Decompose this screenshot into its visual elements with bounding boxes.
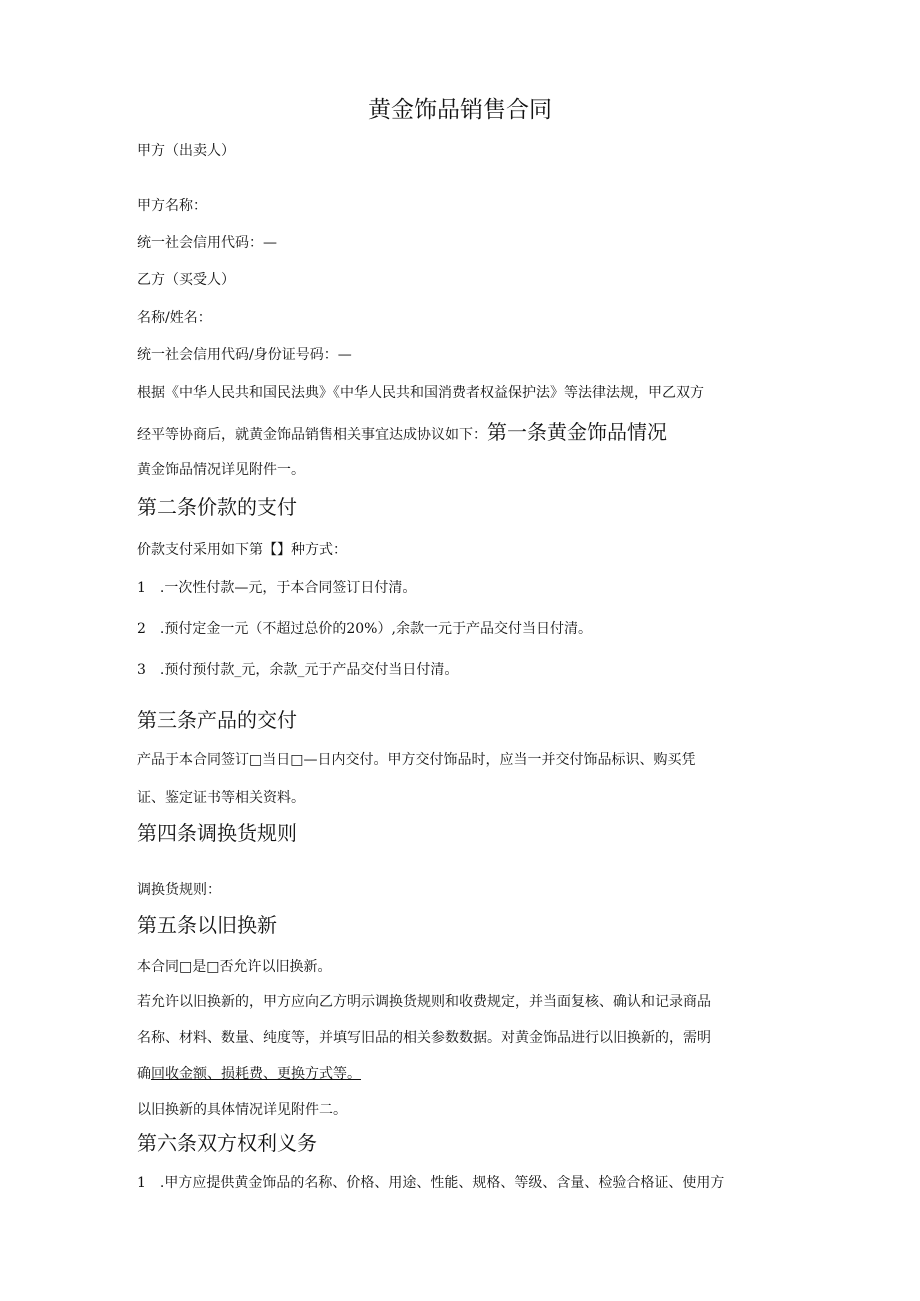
article-5-line-4 <box>137 1065 361 1083</box>
article-2-item-1 <box>137 579 416 597</box>
item-number: 2 <box>137 621 146 637</box>
item-text: .一次性付款—元，于本合同签订日付清。 <box>159 580 417 596</box>
article-5-line-5: 以旧换新的具体情况详见附件二。 <box>137 1102 347 1118</box>
document-title: 黄金饰品销售合同 <box>368 97 552 123</box>
article-2-heading: 第二条价款的支付 <box>137 495 297 519</box>
item-text: .甲方应提供黄金饰品的名称、价格、用途、性能、规格、等级、含量、检验合格证、使用方 <box>159 1175 725 1191</box>
article-5-line-3: 名称、材料、数量、纯度等，并填写旧品的相关参数数据。对黄金饰品进行以旧换新的，需明 <box>137 1030 711 1046</box>
article-5-line-1: 本合同□是□否允许以旧换新。 <box>137 959 332 975</box>
article-6-heading: 第六条双方权利义务 <box>137 1131 317 1155</box>
article-4-text: 调换货规则： <box>137 882 221 898</box>
item-number: 1 <box>137 1175 146 1191</box>
article-4-heading: 第四条调换货规则 <box>137 821 297 845</box>
article-3-line-2: 证、鉴定证书等相关资料。 <box>137 790 305 806</box>
party-b-name: 名称/姓名： <box>137 310 212 326</box>
item-number: 1 <box>137 580 146 596</box>
item-text: .预付定金一元（不超过总价的20%）,余款一元于产品交付当日付清。 <box>159 621 592 637</box>
party-a-heading: 甲方（出卖人） <box>137 143 235 159</box>
article-1-text: 黄金饰品情况详见附件一。 <box>137 462 305 478</box>
article-3-heading: 第三条产品的交付 <box>137 708 297 732</box>
article-3-line-1: 产品于本合同签订□当日□—日内交付。甲方交付饰品时，应当一并交付饰品标识、购买凭 <box>137 752 696 768</box>
article-5-heading: 第五条以旧换新 <box>137 913 277 937</box>
preamble-line-1: 根据《中华人民共和国民法典》《中华人民共和国消费者权益保护法》等法律法规，甲乙双方 <box>137 385 704 401</box>
item-number: 3 <box>137 662 146 678</box>
party-a-name: 甲方名称： <box>137 198 207 214</box>
preamble-text: 经平等协商后，就黄金饰品销售相关事宜达成协议如下： <box>137 427 487 443</box>
party-b-heading: 乙方（买受人） <box>137 272 235 288</box>
preamble-line-2 <box>137 420 667 447</box>
article-5-line-2: 若允许以旧换新的，甲方应向乙方明示调换货规则和收费规定，并当面复核、确认和记录商品 <box>137 994 711 1010</box>
article-2-item-3 <box>137 661 458 679</box>
underlined-terms: 回收金额、损耗费、更换方式等。 <box>151 1066 361 1082</box>
line-prefix: 确 <box>137 1066 151 1082</box>
article-1-heading: 第一条黄金饰品情况 <box>487 420 667 444</box>
party-b-id: 统一社会信用代码/身份证号码：— <box>137 347 352 363</box>
article-2-intro: 价款支付采用如下第【】种方式： <box>137 542 347 558</box>
party-a-credit-code: 统一社会信用代码：— <box>137 235 277 251</box>
article-6-item-1 <box>137 1174 724 1192</box>
item-text: .预付预付款_元，余款_元于产品交付当日付清。 <box>159 662 459 678</box>
article-2-item-2 <box>137 620 592 638</box>
